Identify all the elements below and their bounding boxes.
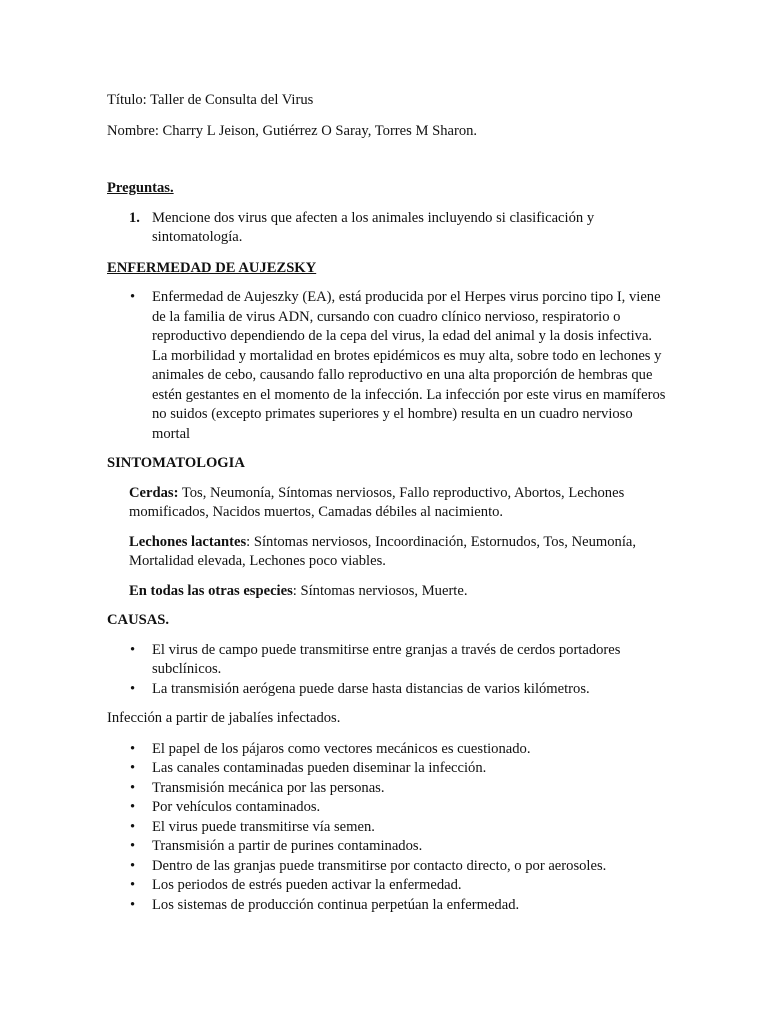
symptoms-heading: SINTOMATOLOGIA xyxy=(107,455,245,471)
cause-text: La transmisión aerógena puede darse hasta distancias de varios kilómetros. xyxy=(152,680,590,697)
bullet-icon: • xyxy=(130,760,136,776)
more-causes-list xyxy=(107,740,667,916)
symptom-text: Tos, Neumonía, Síntomas nerviosos, Fallo reproductivo, Abortos, Lechones momificados, Nacidos muertos, Camadas débiles al nacimiento. xyxy=(129,484,625,520)
cause-text: El virus de campo puede transmitirse entre granjas a través de cerdos portadores subclínicos. xyxy=(152,641,621,677)
bullet-icon: • xyxy=(130,740,136,757)
causes-heading: CAUSAS. xyxy=(107,612,170,628)
question-text: Mencione dos virus que afecten a los animales incluyendo si clasificación y sintomatología. xyxy=(152,209,595,245)
disease-description: Enfermedad de Aujeszky (EA), está producida por el Herpes virus porcino tipo I, viene de la familia de virus ADN, cursando con cuadro clínico nervioso, respiratorio o reproductivo dependiendo de la cepa del virus, la edad del animal y la dosis infectiva. La morbilidad y mortalidad en brotes epidémicos es muy alta, sobre todo en lechones y animales de cebo, causando fallo reproductivo en una alta proporción de hembras que estén gestantes en el momento de la infección. La infección por este virus en mamíferos no suidos (excepto primates superiores y el hombre) resulta en un cuadro nervioso mortal xyxy=(152,289,666,442)
document-page xyxy=(107,91,667,925)
bullet-icon: • xyxy=(130,779,136,796)
disease-list xyxy=(107,288,667,444)
questions-heading: Preguntas. xyxy=(107,180,174,196)
cause-text: Transmisión a partir de purines contaminados. xyxy=(152,838,423,854)
list-item xyxy=(107,759,667,779)
list-item xyxy=(107,837,667,857)
list-item xyxy=(107,798,667,818)
bullet-icon: • xyxy=(130,799,136,815)
symptom-entry-otras xyxy=(107,582,667,602)
list-item xyxy=(107,857,667,877)
list-item xyxy=(107,641,667,680)
question-item xyxy=(107,209,667,248)
question-number: 1. xyxy=(129,209,140,226)
bullet-icon: • xyxy=(130,896,136,913)
bullet-icon: • xyxy=(130,857,136,874)
list-item xyxy=(107,779,667,799)
list-item xyxy=(107,288,667,444)
cause-text: Los periodos de estrés pueden activar la enfermedad. xyxy=(152,877,462,893)
symptom-label: En todas las otras especies xyxy=(129,582,293,599)
causes-paragraph: Infección a partir de jabalíes infectados. xyxy=(107,710,341,726)
bullet-icon: • xyxy=(130,877,136,893)
symptom-text: : Síntomas nerviosos, Incoordinación, Estornudos, Tos, Neumonía, Mortalidad elevada, Lechones poco viables. xyxy=(129,533,637,569)
bullet-icon: • xyxy=(130,641,136,658)
cause-text: Los sistemas de producción continua perpetúan la enfermedad. xyxy=(152,896,520,913)
author-names: Nombre: Charry L Jeison, Gutiérrez O Saray, Torres M Sharon. xyxy=(107,122,478,139)
symptom-label: Cerdas: xyxy=(129,484,179,501)
cause-text: Transmisión mecánica por las personas. xyxy=(152,779,385,796)
bullet-icon: • xyxy=(130,289,136,305)
symptom-text: : Síntomas nerviosos, Muerte. xyxy=(292,582,468,599)
symptom-label: Lechones lactantes xyxy=(129,533,247,550)
bullet-icon: • xyxy=(130,818,136,835)
causes-list xyxy=(107,641,667,700)
symptom-entry-cerdas xyxy=(107,484,667,523)
list-item xyxy=(107,876,667,896)
symptom-entry-lechones xyxy=(107,533,667,572)
bullet-icon: • xyxy=(130,838,136,854)
document-title: Título: Taller de Consulta del Virus xyxy=(107,92,314,108)
cause-text: El papel de los pájaros como vectores mecánicos es cuestionado. xyxy=(152,740,531,757)
list-item xyxy=(107,818,667,838)
questions-list xyxy=(107,209,667,248)
list-item xyxy=(107,740,667,760)
cause-text: El virus puede transmitirse vía semen. xyxy=(152,818,375,835)
list-item xyxy=(107,896,667,916)
bullet-icon: • xyxy=(130,680,136,697)
list-item xyxy=(107,680,667,700)
cause-text: Dentro de las granjas puede transmitirse por contacto directo, o por aerosoles. xyxy=(152,857,607,874)
cause-text: Las canales contaminadas pueden diseminar la infección. xyxy=(152,760,487,776)
disease-heading: ENFERMEDAD DE AUJEZSKY xyxy=(107,259,317,276)
cause-text: Por vehículos contaminados. xyxy=(152,799,321,815)
